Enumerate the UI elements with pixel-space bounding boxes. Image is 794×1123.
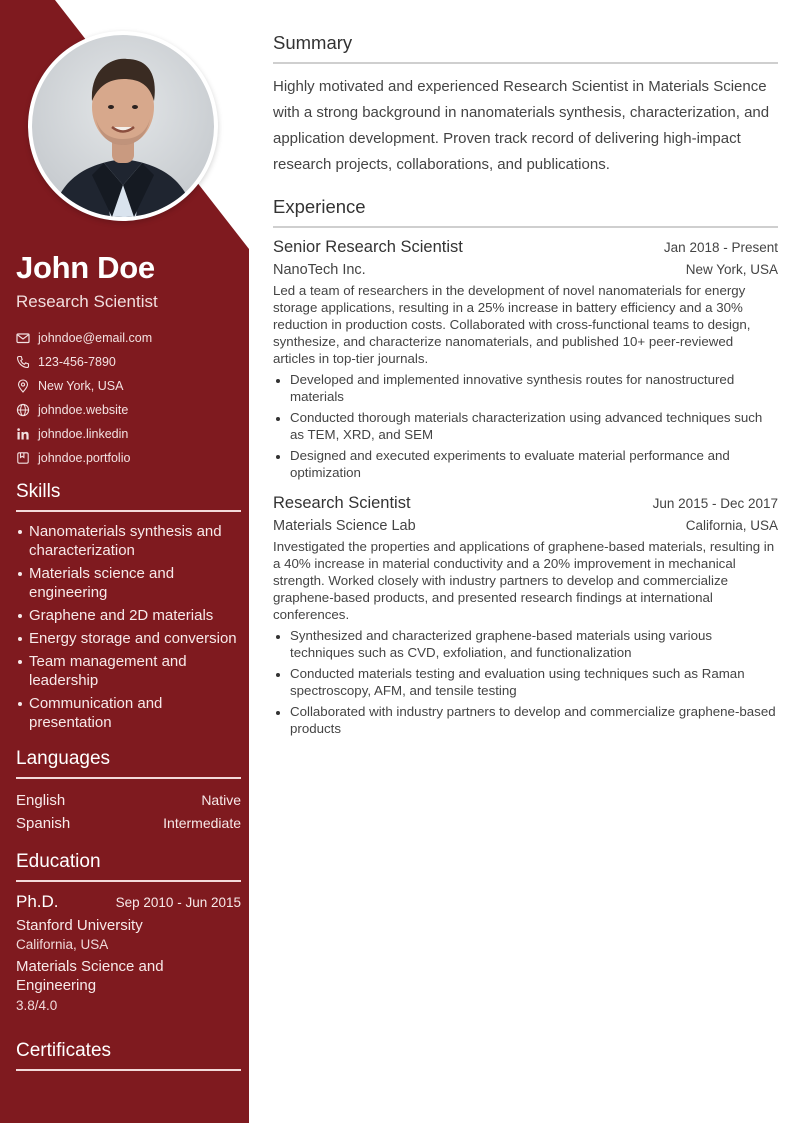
sidebar xyxy=(0,0,249,1123)
experience-entry xyxy=(273,238,778,481)
job-subheader xyxy=(273,518,778,534)
job-subheader xyxy=(273,262,778,278)
language-name: Spanish xyxy=(16,815,71,832)
education-school: Stanford University xyxy=(16,917,143,934)
job-company: Materials Science Lab xyxy=(273,518,416,534)
contact-linkedin[interactable] xyxy=(16,422,241,446)
location-pin-icon xyxy=(16,379,30,393)
education-header xyxy=(16,892,241,912)
education-location: California, USA xyxy=(16,937,109,952)
portfolio-icon xyxy=(16,451,30,465)
candidate-name: John Doe xyxy=(16,250,155,285)
phone-icon xyxy=(16,355,30,369)
linkedin-icon xyxy=(16,427,30,441)
skill-item: Communication and presentation xyxy=(16,694,241,732)
skills-list xyxy=(16,522,241,732)
contact-location-text: New York, USA xyxy=(38,379,124,393)
job-company: NanoTech Inc. xyxy=(273,262,366,278)
job-location: New York, USA xyxy=(685,262,778,277)
job-description: Investigated the properties and applications of graphene-based materials, resulting in a 40% increase in material conductivity and a 20% improvement in mechanical strength. Worked closely with industry partners to develop and commercialize graphene-based products, and presented research findings at international conferences. xyxy=(273,539,775,622)
job-dates: Jan 2018 - Present xyxy=(663,240,778,255)
skill-item: Team management and leadership xyxy=(16,652,241,690)
certificates-section xyxy=(16,1040,241,1081)
contact-portfolio-text: johndoe.portfolio xyxy=(38,451,131,465)
languages-section xyxy=(16,748,241,835)
contact-website-text: johndoe.website xyxy=(38,403,129,417)
summary-text: Highly motivated and experienced Research Scientist in Materials Science with a strong background in nanomaterials synthesis, characterization, and application development. Proven track record of delivering high-impact research projects, collaborations, and publications. xyxy=(273,78,770,173)
portrait-photo xyxy=(32,35,214,217)
profile-photo-frame xyxy=(28,31,218,221)
contact-linkedin-text: johndoe.linkedin xyxy=(38,427,129,441)
summary-title: Summary xyxy=(273,32,778,64)
job-title: Research Scientist xyxy=(273,494,411,512)
skills-title: Skills xyxy=(16,481,241,512)
languages-title: Languages xyxy=(16,748,241,779)
profile-photo xyxy=(32,35,214,217)
skill-item: Energy storage and conversion xyxy=(16,629,241,648)
language-level: Intermediate xyxy=(163,815,241,831)
language-name: English xyxy=(16,792,66,809)
job-location: California, USA xyxy=(685,518,778,533)
achievement-item: Synthesized and characterized graphene-based materials using various techniques such as CVD, exfoliation, and functionalization xyxy=(273,627,778,661)
contact-email[interactable] xyxy=(16,326,241,350)
language-row xyxy=(16,812,241,835)
contact-website[interactable] xyxy=(16,398,241,422)
job-header xyxy=(273,494,778,513)
language-row xyxy=(16,789,241,812)
achievement-item: Conducted thorough materials characterization using advanced techniques such as TEM, XRD, and SEM xyxy=(273,409,778,443)
education-field: Materials Science and Engineering xyxy=(16,958,164,994)
skills-section xyxy=(16,481,241,736)
job-dates: Jun 2015 - Dec 2017 xyxy=(652,496,778,511)
certificates-title: Certificates xyxy=(16,1040,241,1071)
experience-title: Experience xyxy=(273,196,778,228)
language-level: Native xyxy=(201,792,241,808)
candidate-role: Research Scientist xyxy=(16,292,158,311)
job-achievements xyxy=(273,627,778,737)
job-achievements xyxy=(273,371,778,481)
achievement-item: Designed and executed experiments to evaluate material performance and optimization xyxy=(273,447,778,481)
education-dates: Sep 2010 - Jun 2015 xyxy=(115,895,241,910)
contact-phone[interactable] xyxy=(16,350,241,374)
education-title: Education xyxy=(16,851,241,882)
contact-phone-text: 123-456-7890 xyxy=(38,355,116,369)
skill-item: Graphene and 2D materials xyxy=(16,606,241,625)
achievement-item: Conducted materials testing and evaluation using techniques such as Raman spectroscopy, AFM, and tensile testing xyxy=(273,665,778,699)
job-title: Senior Research Scientist xyxy=(273,238,463,256)
contact-email-text: johndoe@email.com xyxy=(38,331,153,345)
skill-item: Materials science and engineering xyxy=(16,564,241,602)
achievement-item: Collaborated with industry partners to develop and commercialize graphene-based products xyxy=(273,703,778,737)
contact-list xyxy=(16,326,241,470)
email-icon xyxy=(16,331,30,345)
experience-entry xyxy=(273,494,778,737)
main-content xyxy=(273,32,778,750)
achievement-item: Developed and implemented innovative synthesis routes for nanostructured materials xyxy=(273,371,778,405)
education-gpa: 3.8/4.0 xyxy=(16,998,58,1013)
skill-item: Nanomaterials synthesis and characterization xyxy=(16,522,241,560)
globe-icon xyxy=(16,403,30,417)
contact-location xyxy=(16,374,241,398)
job-header xyxy=(273,238,778,257)
education-degree: Ph.D. xyxy=(16,892,59,911)
contact-portfolio[interactable] xyxy=(16,446,241,470)
education-section xyxy=(16,851,241,1013)
job-description: Led a team of researchers in the development of novel nanomaterials for energy storage applications, resulting in a 25% increase in battery efficiency and a 30% reduction in production costs. Collaborated with cross-functional teams to design, synthesize, and characterize nanomaterials, and published 10+ peer-reviewed articles in top-tier journals. xyxy=(273,283,751,366)
